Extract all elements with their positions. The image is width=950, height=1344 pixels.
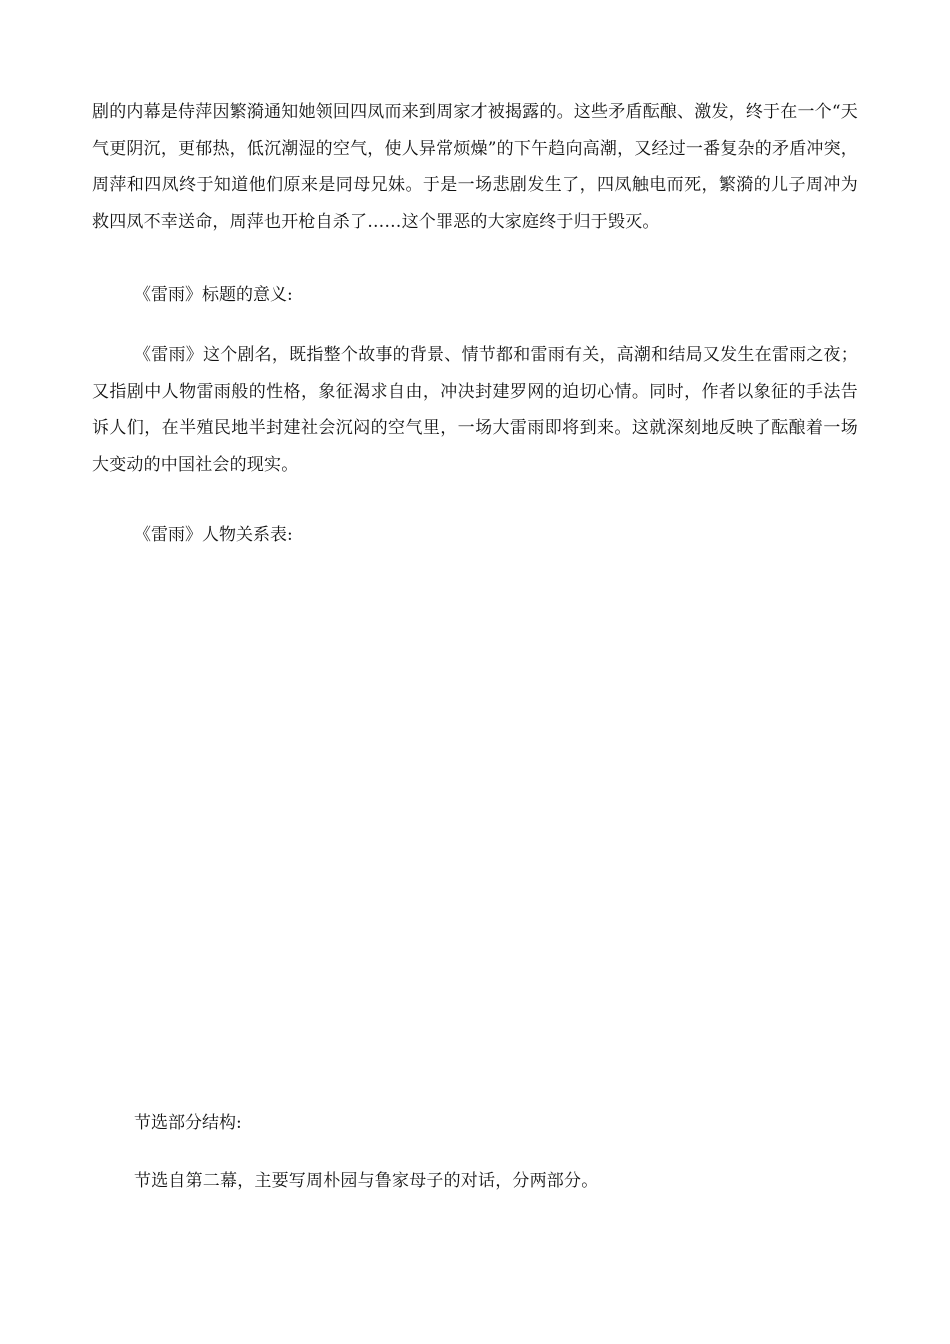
excerpt-structure-heading: 节选部分结构: <box>134 1113 242 1133</box>
title-meaning-heading: 《雷雨》标题的意义: <box>134 285 293 305</box>
character-relation-table-area <box>92 560 858 1080</box>
title-meaning-paragraph: 《雷雨》这个剧名，既指整个故事的背景、情节都和雷雨有关，高潮和结局又发生在雷雨之夜；又指剧中人物雷雨般的性格，象征渴求自由，冲决封建罗网的迫切心情。同时，作者以象征的手法告诉人们，在半殖民地半封建社会沉闷的空气里，一场大雷雨即将到来。这就深刻地反映了酝酿着一场大变动的中国社会的现实。 <box>92 345 858 475</box>
character-table-heading: 《雷雨》人物关系表: <box>134 525 293 545</box>
excerpt-structure-paragraph: 节选自第二幕，主要写周朴园与鲁家母子的对话，分两部分。 <box>134 1171 599 1191</box>
plot-summary-paragraph: 剧的内幕是侍萍因繁漪通知她领回四凤而来到周家才被揭露的。这些矛盾酝酿、激发，终于在一个“天气更阴沉，更郁热，低沉潮湿的空气，使人异常烦燥”的下午趋向高潮，又经过一番复杂的矛盾冲突，周萍和四凤终于知道他们原来是同母兄妹。于是一场悲剧发生了，四凤触电而死，繁漪的儿子周冲为救四凤不幸送命，周萍也开枪自杀了……这个罪恶的大家庭终于归于毁灭。 <box>92 102 858 232</box>
